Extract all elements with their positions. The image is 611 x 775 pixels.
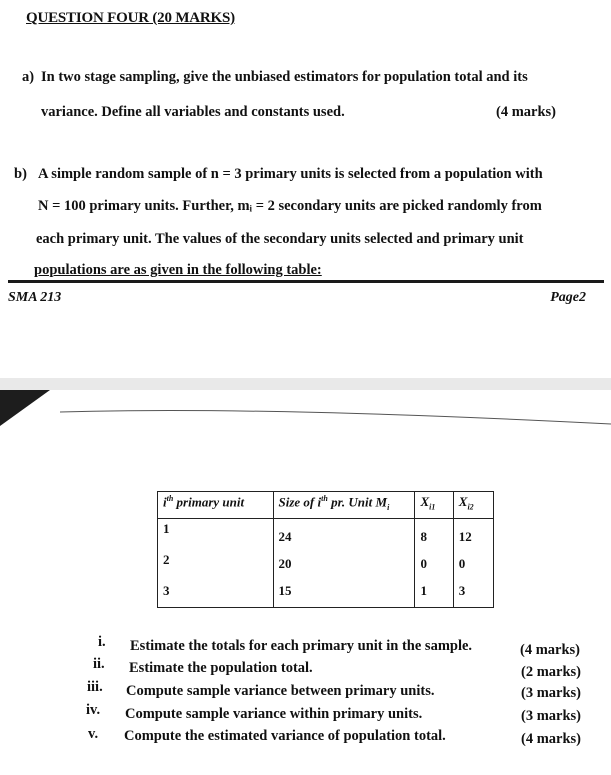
xi2-2: 0: [458, 556, 466, 571]
section-title: QUESTION FOUR (20 MARKS): [26, 10, 235, 26]
xi1-3: 1: [420, 583, 427, 598]
header-xi2: $X_{i2}$: [453, 492, 493, 519]
table-header-row: [158, 492, 494, 519]
question-num: iv.: [86, 702, 101, 718]
xi1-2: 0: [420, 556, 427, 571]
question-text: Compute sample variance between primary units.: [126, 683, 435, 699]
unit-3: 3: [163, 583, 170, 598]
question-num: iii.: [87, 679, 103, 695]
part-b-label: b): [14, 166, 27, 182]
size-1: 24: [278, 529, 292, 544]
cell-xi2: [453, 519, 493, 608]
question-num: v.: [88, 726, 99, 742]
question-text: Estimate the population total.: [129, 660, 313, 676]
data-table: [157, 491, 494, 608]
page-break: [0, 378, 611, 390]
question-text: Compute the estimated variance of population total.: [124, 728, 446, 744]
part-b-line3: each primary unit. The values of the secondary units selected and primary unit: [36, 231, 524, 247]
part-a-label: a): [22, 69, 35, 85]
xi2-3: 3: [458, 583, 466, 598]
question-marks: (3 marks): [521, 685, 582, 701]
question-marks: (2 marks): [521, 664, 582, 680]
course-code: SMA 213: [8, 290, 62, 305]
unit-1: 1: [163, 521, 170, 536]
footer-rule: [8, 280, 604, 283]
header-unit-size: Size of $i^{th}$ pr. Unit $M_i$: [273, 492, 415, 519]
xi1-1: 8: [420, 529, 427, 544]
header-primary-unit: $i^{th}$ primary unit: [158, 492, 274, 519]
cell-sizes: [273, 519, 415, 608]
cell-xi1: [415, 519, 453, 608]
part-b-line4: populations are as given in the following table:: [34, 262, 322, 278]
question-marks: (3 marks): [521, 708, 582, 724]
cell-primary-units: [158, 519, 274, 608]
question-marks: (4 marks): [520, 642, 581, 658]
size-2: 20: [278, 556, 292, 571]
unit-2: 2: [163, 552, 170, 567]
question-marks: (4 marks): [521, 731, 582, 747]
question-num: i.: [98, 634, 106, 650]
page-number: Page2: [550, 290, 586, 305]
xi2-1: 12: [458, 529, 472, 544]
question-text: Compute sample variance within primary units.: [125, 706, 423, 722]
page-fold-line: [60, 406, 611, 428]
part-a-marks: (4 marks): [496, 104, 557, 120]
question-text: Estimate the totals for each primary unit in the sample.: [130, 638, 473, 654]
page-corner-shadow: [0, 390, 62, 430]
part-b-line1: A simple random sample of n = 3 primary units is selected from a population with: [38, 166, 543, 182]
size-3: 15: [278, 583, 292, 598]
header-xi1: $X_{i1}$: [415, 492, 453, 519]
table-row: [158, 519, 494, 608]
part-a-line2: variance. Define all variables and constants used.: [41, 104, 345, 120]
question-num: ii.: [93, 656, 105, 672]
part-b-line2: N = 100 primary units. Further, mᵢ = 2 secondary units are picked randomly from: [38, 198, 542, 214]
part-a-line1: In two stage sampling, give the unbiased estimators for population total and its: [41, 69, 528, 85]
